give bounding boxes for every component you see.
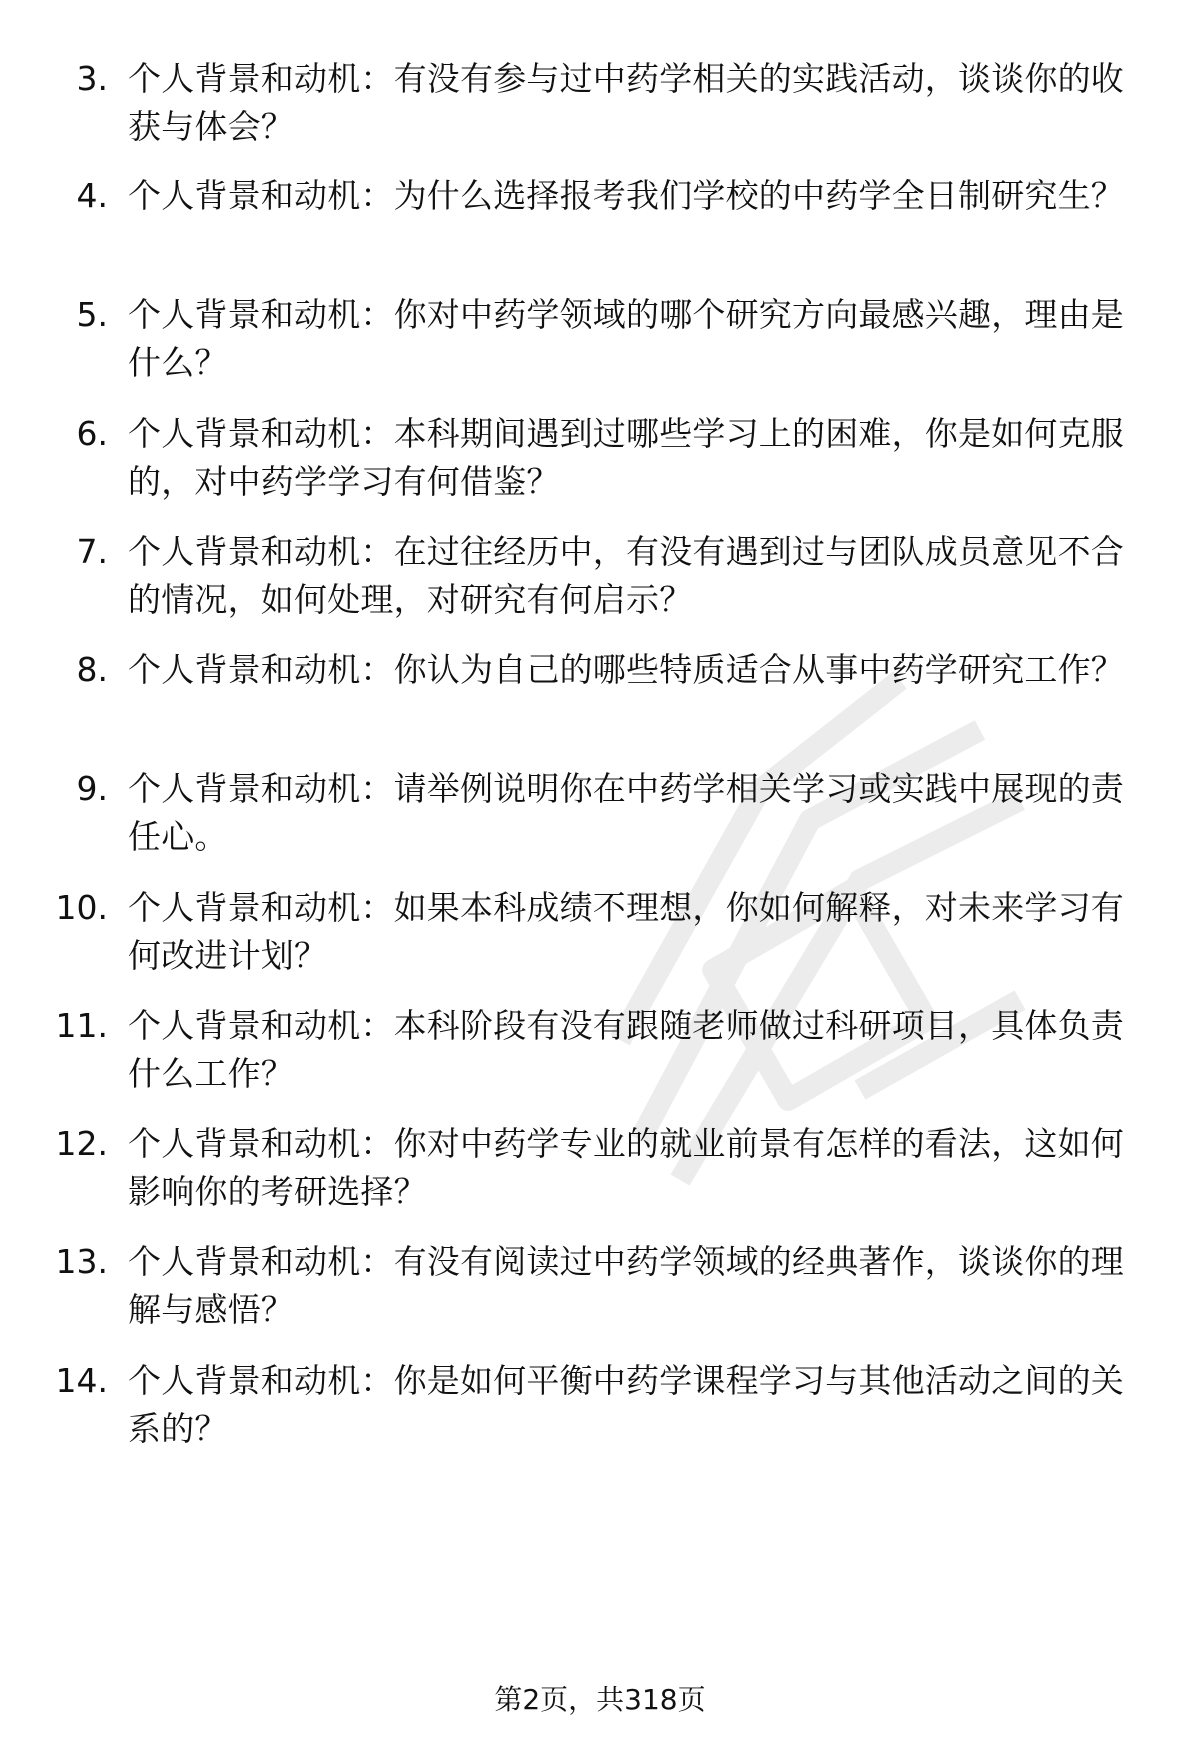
question-text: 个人背景和动机：如果本科成绩不理想，你如何解释，对未来学习有何改进计划？ (128, 888, 1124, 975)
question-number: 13. (55, 1242, 108, 1281)
question-text: 个人背景和动机：有没有参与过中药学相关的实践活动，谈谈你的收获与体会？ (128, 59, 1124, 146)
question-number: 9. (76, 769, 108, 808)
question-number: 8. (76, 650, 108, 689)
question-number: 5. (76, 295, 108, 334)
question-number: 3. (76, 59, 108, 98)
question-text: 个人背景和动机：请举例说明你在中药学相关学习或实践中展现的责任心。 (128, 769, 1124, 856)
question-number: 11. (55, 1006, 108, 1045)
question-number: 6. (76, 414, 108, 453)
question-number: 14. (55, 1361, 108, 1400)
question-text: 个人背景和动机：本科期间遇到过哪些学习上的困难，你是如何克服的，对中药学学习有何借鉴？ (128, 414, 1124, 501)
question-number: 4. (76, 176, 108, 215)
list-item (0, 765, 1200, 865)
page-footer: 第2页，共318页 (494, 1683, 706, 1716)
question-text: 个人背景和动机：有没有阅读过中药学领域的经典著作，谈谈你的理解与感悟？ (128, 1242, 1124, 1329)
list-item (0, 1002, 1200, 1102)
question-text: 个人背景和动机：你对中药学领域的哪个研究方向最感兴趣，理由是什么？ (128, 295, 1124, 382)
question-text: 个人背景和动机：本科阶段有没有跟随老师做过科研项目，具体负责什么工作？ (128, 1006, 1124, 1093)
list-item (0, 1120, 1200, 1220)
question-number: 10. (55, 888, 108, 927)
question-number: 12. (55, 1124, 108, 1163)
list-item (0, 646, 1200, 746)
list-item (0, 291, 1200, 391)
list-item (0, 410, 1200, 510)
list-item (0, 1238, 1200, 1338)
list-item (0, 884, 1200, 984)
list-item (0, 55, 1200, 155)
list-item (0, 172, 1200, 272)
question-text: 个人背景和动机：为什么选择报考我们学校的中药学全日制研究生？ (128, 176, 1124, 215)
list-item (0, 1357, 1200, 1457)
question-number: 7. (76, 532, 108, 571)
question-text: 个人背景和动机：你认为自己的哪些特质适合从事中药学研究工作？ (128, 650, 1124, 689)
question-text: 个人背景和动机：你是如何平衡中药学课程学习与其他活动之间的关系的？ (128, 1361, 1124, 1448)
list-item (0, 528, 1200, 628)
question-text: 个人背景和动机：你对中药学专业的就业前景有怎样的看法，这如何影响你的考研选择？ (128, 1124, 1124, 1211)
question-text: 个人背景和动机：在过往经历中，有没有遇到过与团队成员意见不合的情况，如何处理，对研究有何启示？ (128, 532, 1124, 619)
